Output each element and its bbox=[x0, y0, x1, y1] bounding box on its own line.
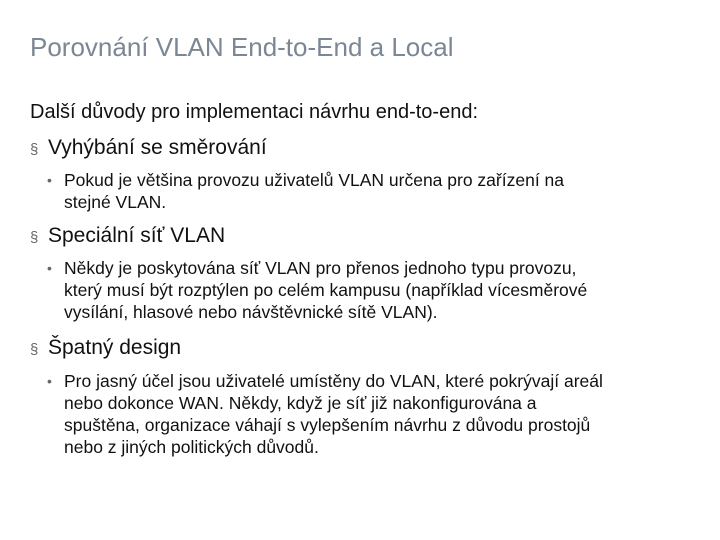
intro-text: Další důvody pro implementaci návrhu end-to-end: bbox=[30, 101, 479, 123]
sub-bullet-special-vlan bbox=[47, 257, 697, 323]
sub-bullet-text: Někdy je poskytována síť VLAN pro přenos jednoho typu provozu, který musí být rozptýlen po celém kampusu (například vícesměrové vysílání, hlasové nebo návštěvnické sítě VLAN). bbox=[64, 258, 588, 322]
bullet-heading-text: Vyhýbání se směrování bbox=[48, 136, 267, 159]
sub-bullet-bad-design bbox=[47, 370, 697, 458]
square-bullet-icon: § bbox=[30, 341, 39, 358]
bullet-heading-bad-design bbox=[30, 336, 181, 360]
sub-bullet-text: Pokud je většina provozu uživatelů VLAN určena pro zařízení na stejné VLAN. bbox=[64, 170, 565, 212]
square-bullet-icon: § bbox=[30, 229, 39, 246]
sub-bullet-text: Pro jasný účel jsou uživatelé umístěny do VLAN, které pokrývají areál nebo dokonce WAN. Někdy, když je síť již nakonfigurována a spuštěna, organizace váhají s vylepšením návrhu z důvodu prostojů nebo z jiných politických důvodů. bbox=[64, 371, 603, 457]
sub-bullet-avoid-routing bbox=[47, 169, 697, 213]
dot-bullet-icon: • bbox=[47, 172, 52, 188]
bullet-heading-special-vlan bbox=[30, 224, 225, 248]
bullet-heading-text: Špatný design bbox=[48, 336, 182, 359]
square-bullet-icon: § bbox=[30, 141, 39, 158]
slide-title: Porovnání VLAN End-to-End a Local bbox=[30, 32, 454, 62]
bullet-heading-avoid-routing bbox=[30, 136, 267, 160]
dot-bullet-icon: • bbox=[47, 373, 52, 389]
bullet-heading-text: Speciální síť VLAN bbox=[48, 224, 226, 247]
dot-bullet-icon: • bbox=[47, 260, 52, 276]
